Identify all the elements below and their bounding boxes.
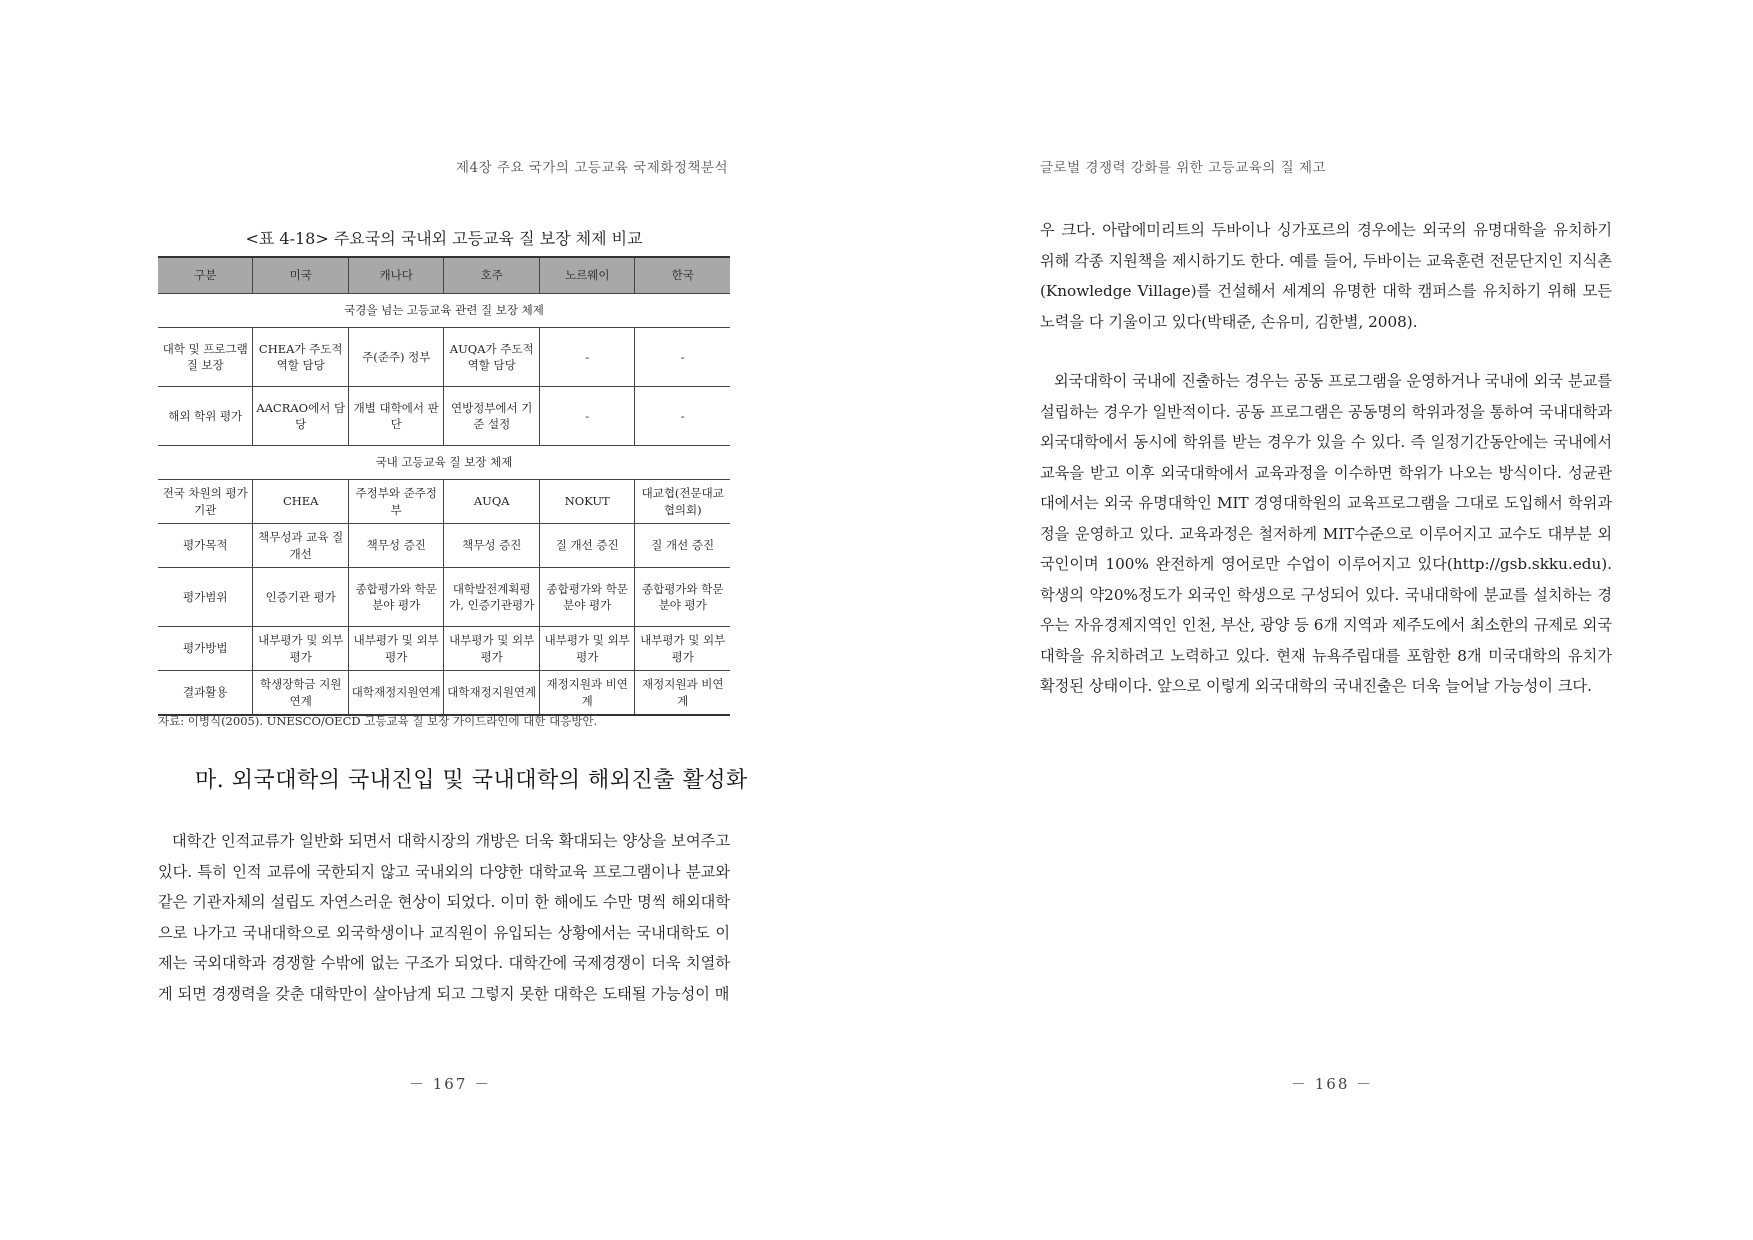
table-cell: 내부평가 및 외부평가 <box>635 627 730 671</box>
table-cell: - <box>635 387 730 446</box>
table-cell: 재정지원과 비연계 <box>539 671 635 716</box>
running-head-left: 제4장 주요 국가의 고등교육 국제화정책분석 <box>456 160 728 176</box>
table-cell: 평가방법 <box>158 627 253 671</box>
table-cell: 내부평가 및 외부평가 <box>348 627 444 671</box>
table-cell: AUQA <box>444 480 540 524</box>
table-cell: 내부평가 및 외부평가 <box>253 627 349 671</box>
table-cell: 대교협(전문대교협의회) <box>635 480 730 524</box>
header-cell: 캐나다 <box>348 257 444 294</box>
table-cell: 연방정부에서 기준 설정 <box>444 387 540 446</box>
table-cell: 평가목적 <box>158 524 253 568</box>
body-paragraph: 우 크다. 아랍에미리트의 두바이나 싱가포르의 경우에는 외국의 유명대학을 유치하기 위해 각종 지원책을 제시하기도 한다. 예를 들어, 두바이는 교육훈련 전문단지인 지식촌(Knowledge Village)를 건설해서 세계의 유명한 대학 캠퍼스를 유치하기 위해 모든 노력을 다 기울이고 있다(박태준, 손유미, 김한별, 2008). <box>1040 221 1612 331</box>
table-row <box>158 524 730 568</box>
body-paragraph: 대학간 인적교류가 일반화 되면서 대학시장의 개방은 더욱 확대되는 양상을 보여주고 있다. 특히 인적 교류에 국한되지 않고 국내외의 다양한 대학교육 프로그램이나 분교와 같은 기관자체의 설립도 자연스러운 현상이 되었다. 이미 한 해에도 수만 명씩 해외대학으로 나가고 국내대학으로 외국학생이나 교직원이 유입되는 상황에서는 국내대학도 이제는 국외대학과 경쟁할 수밖에 없는 구조가 되었다. 대학간에 국제경쟁이 더욱 치열하게 되면 경쟁력을 갖춘 대학만이 살아남게 되고 그렇지 못한 대학은 도태될 가능성이 매 <box>158 832 730 1003</box>
header-cell: 미국 <box>253 257 349 294</box>
table-cell: 전국 차원의 평가기관 <box>158 480 253 524</box>
table-row <box>158 568 730 627</box>
table-cell: CHEA가 주도적 역할 담당 <box>253 328 349 387</box>
table-cell: 대학재정지원연계 <box>348 671 444 716</box>
section-heading: 마. 외국대학의 국내진입 및 국내대학의 해외진출 활성화 <box>195 768 748 793</box>
table-cell: 대학발전계획평가, 인증기관평가 <box>444 568 540 627</box>
table-cell: 대학재정지원연계 <box>444 671 540 716</box>
header-cell: 노르웨이 <box>539 257 635 294</box>
header-cell: 호주 <box>444 257 540 294</box>
table-cell: - <box>635 328 730 387</box>
table-cell: - <box>539 387 635 446</box>
table-cell: 해외 학위 평가 <box>158 387 253 446</box>
page-number-right: － 168 － <box>1291 1075 1374 1093</box>
table-cell: CHEA <box>253 480 349 524</box>
table-cell: 질 개선 증진 <box>635 524 730 568</box>
table-cell: 학생장학금 지원 연계 <box>253 671 349 716</box>
table-cell: 인증기관 평가 <box>253 568 349 627</box>
table-cell: 대학 및 프로그램 질 보장 <box>158 328 253 387</box>
page-number-left: － 167 － <box>409 1075 492 1093</box>
table-header-row <box>158 257 730 294</box>
table-cell: 책무성과 교육 질 개선 <box>253 524 349 568</box>
table-section-row <box>158 446 730 480</box>
table-cell: 재정지원과 비연계 <box>635 671 730 716</box>
table-cell: 개별 대학에서 판단 <box>348 387 444 446</box>
table-cell: 책무성 증진 <box>444 524 540 568</box>
table-caption: <표 4-18> 주요국의 국내외 고등교육 질 보장 체제 비교 <box>245 229 643 248</box>
table-cell: 주(준주) 정부 <box>348 328 444 387</box>
table-cell: 책무성 증진 <box>348 524 444 568</box>
running-head-right: 글로벌 경쟁력 강화를 위한 고등교육의 질 제고 <box>1040 160 1327 176</box>
body-paragraph: 외국대학이 국내에 진출하는 경우는 공동 프로그램을 운영하거나 국내에 외국 분교를 설립하는 경우가 일반적이다. 공동 프로그램은 공동명의 학위과정을 통하여 국내대학과 외국대학에서 동시에 학위를 받는 경우가 있을 수 있다. 즉 일정기간동안에는 국내에서 교육을 받고 이후 외국대학에서 교육과정을 이수하면 학위가 나오는 방식이다. 성균관대에서는 외국 유명대학인 MIT 경영대학원의 교육프로그램을 그대로 도입해서 학위과정을 운영하고 있다. 교육과정은 철저하게 MIT수준으로 이루어지고 교수도 대부분 외국인이며 100% 완전하게 영어로만 수업이 이루어지고 있다(http://gsb.skku.edu). 학생의 약20%정도가 외국인 학생으로 구성되어 있다. 국내대학에 분교를 설치하는 경우는 자유경제지역인 인천, 부산, 광양 등 6개 지역과 제주도에서 최소한의 규제로 외국대학을 유치하려고 노력하고 있다. 현재 뉴욕주립대를 포함한 8개 미국대학의 유치가 확정된 상태이다. 앞으로 이렇게 외국대학의 국내진출은 더욱 늘어날 가능성이 크다. <box>1040 372 1612 695</box>
header-cell: 한국 <box>635 257 730 294</box>
table-cell: 평가범위 <box>158 568 253 627</box>
section-label: 국내 고등교육 질 보장 체제 <box>158 446 730 480</box>
table-cell: 종합평가와 학문분야 평가 <box>539 568 635 627</box>
table-cell: AACRAO에서 담당 <box>253 387 349 446</box>
table-row <box>158 328 730 387</box>
table-cell: 질 개선 증진 <box>539 524 635 568</box>
table-cell: 주정부와 준주정부 <box>348 480 444 524</box>
table-cell: - <box>539 328 635 387</box>
table-cell: 종합평가와 학문분야 평가 <box>635 568 730 627</box>
left-page <box>0 0 876 1240</box>
table-cell: 결과활용 <box>158 671 253 716</box>
table-cell: 종합평가와 학문분야 평가 <box>348 568 444 627</box>
table-cell: 내부평가 및 외부평가 <box>539 627 635 671</box>
table-cell: NOKUT <box>539 480 635 524</box>
header-cell: 구분 <box>158 257 253 294</box>
table-row <box>158 671 730 716</box>
table-row <box>158 480 730 524</box>
table-section-row <box>158 294 730 328</box>
table-source-note: 자료: 이병식(2005). UNESCO/OECD 고등교육 질 보장 가이드라인에 대한 대응방안. <box>158 714 598 728</box>
table-row <box>158 387 730 446</box>
table-cell: 내부평가 및 외부평가 <box>444 627 540 671</box>
table-cell: AUQA가 주도적 역할 담당 <box>444 328 540 387</box>
right-page <box>876 0 1753 1240</box>
comparison-table <box>158 256 730 716</box>
table-row <box>158 627 730 671</box>
section-label: 국경을 넘는 고등교육 관련 질 보장 체제 <box>158 294 730 328</box>
